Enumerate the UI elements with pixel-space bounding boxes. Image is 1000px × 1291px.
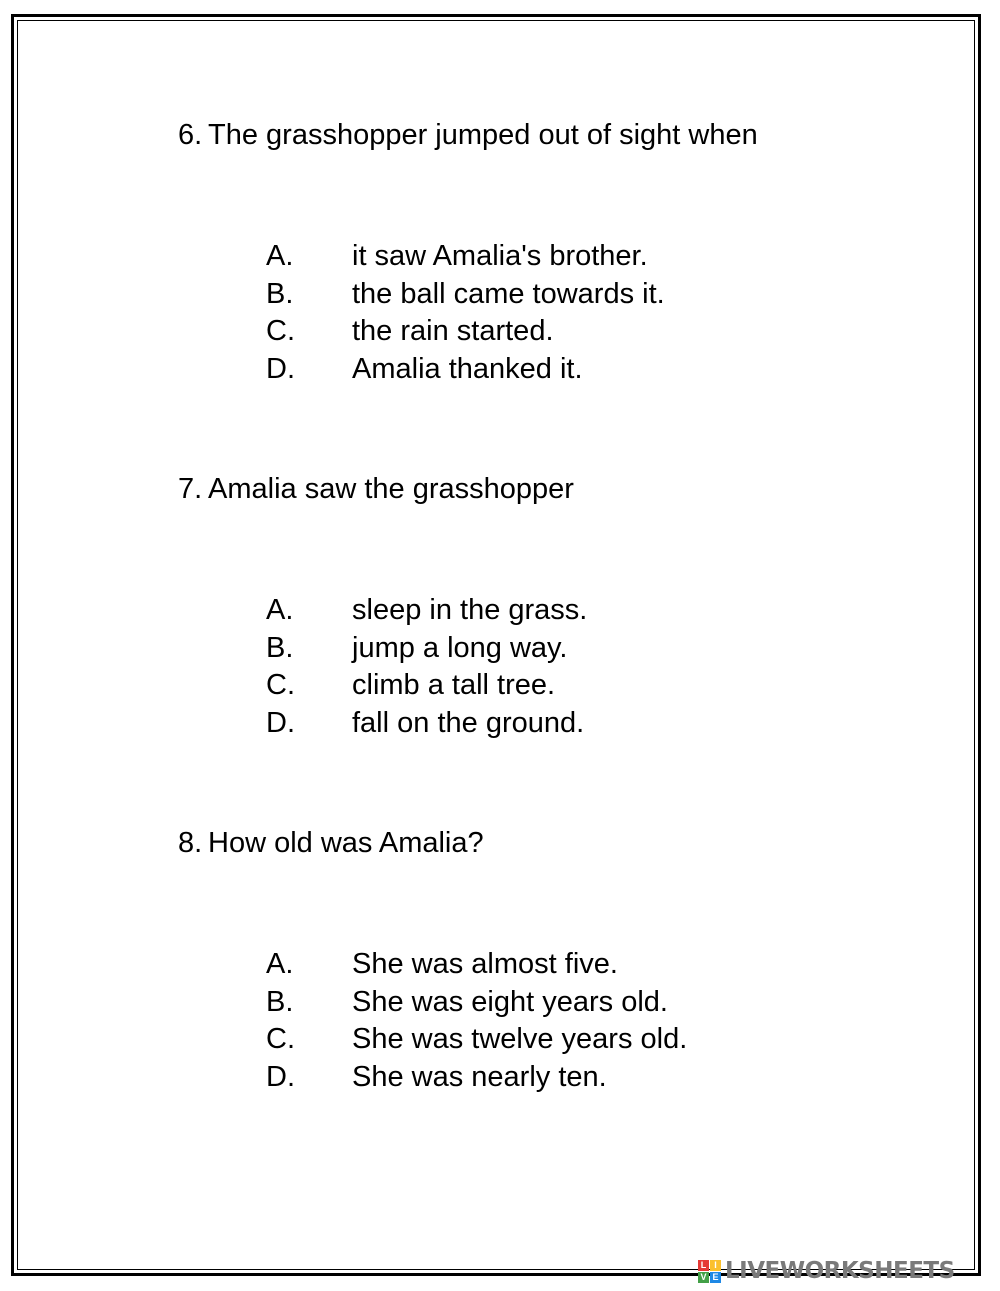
option-text: climb a tall tree.: [352, 669, 556, 701]
logo-mark-cell: E: [710, 1272, 721, 1283]
logo-mark-cell: I: [710, 1260, 721, 1271]
question-text: Amalia saw the grasshopper: [208, 473, 574, 505]
question-7-options: [266, 592, 587, 742]
option-d[interactable]: [266, 705, 587, 743]
option-letter: C.: [266, 315, 295, 347]
liveworksheets-logo[interactable]: [698, 1256, 955, 1286]
option-letter: D.: [266, 706, 295, 739]
option-letter: A.: [266, 240, 294, 272]
logo-text: LIVEWORKSHEETS: [725, 1258, 955, 1284]
option-text: fall on the ground.: [352, 706, 585, 739]
option-text: She was twelve years old.: [352, 1023, 688, 1055]
question-text: How old was Amalia?: [208, 827, 484, 859]
option-a[interactable]: [266, 592, 587, 630]
option-b[interactable]: [266, 630, 587, 668]
option-text: She was nearly ten.: [352, 1060, 607, 1093]
option-letter: D.: [266, 1060, 295, 1093]
liveworksheets-logo-icon: [698, 1260, 721, 1283]
question-number: 7.: [178, 473, 203, 505]
option-letter: C.: [266, 1023, 295, 1055]
question-6: [178, 118, 758, 152]
option-d[interactable]: [266, 351, 665, 389]
option-text: it saw Amalia's brother.: [352, 240, 648, 272]
option-text: sleep in the grass.: [352, 594, 588, 626]
question-number: 8.: [178, 827, 203, 859]
option-d[interactable]: [266, 1059, 687, 1097]
option-letter: B.: [266, 985, 294, 1018]
option-text: jump a long way.: [352, 631, 568, 664]
option-text: She was almost five.: [352, 948, 618, 980]
option-letter: C.: [266, 669, 295, 701]
option-c[interactable]: [266, 313, 665, 351]
logo-mark-cell: V: [698, 1272, 709, 1283]
option-letter: A.: [266, 594, 294, 626]
logo-mark-cell: L: [698, 1260, 709, 1271]
option-text: the ball came towards it.: [352, 277, 665, 310]
option-b[interactable]: [266, 276, 665, 314]
option-text: the rain started.: [352, 315, 554, 347]
option-text: She was eight years old.: [352, 985, 668, 1018]
question-6-options: [266, 238, 665, 388]
option-a[interactable]: [266, 238, 665, 276]
option-text: Amalia thanked it.: [352, 352, 583, 385]
option-letter: D.: [266, 352, 295, 385]
option-c[interactable]: [266, 1021, 687, 1059]
option-b[interactable]: [266, 984, 687, 1022]
question-7: [178, 472, 574, 506]
question-8-options: [266, 946, 687, 1096]
option-a[interactable]: [266, 946, 687, 984]
option-letter: A.: [266, 948, 294, 980]
question-number: 6.: [178, 119, 203, 151]
question-text: The grasshopper jumped out of sight when: [208, 119, 758, 151]
question-8: [178, 826, 484, 860]
option-letter: B.: [266, 277, 294, 310]
option-c[interactable]: [266, 667, 587, 705]
option-letter: B.: [266, 631, 294, 664]
